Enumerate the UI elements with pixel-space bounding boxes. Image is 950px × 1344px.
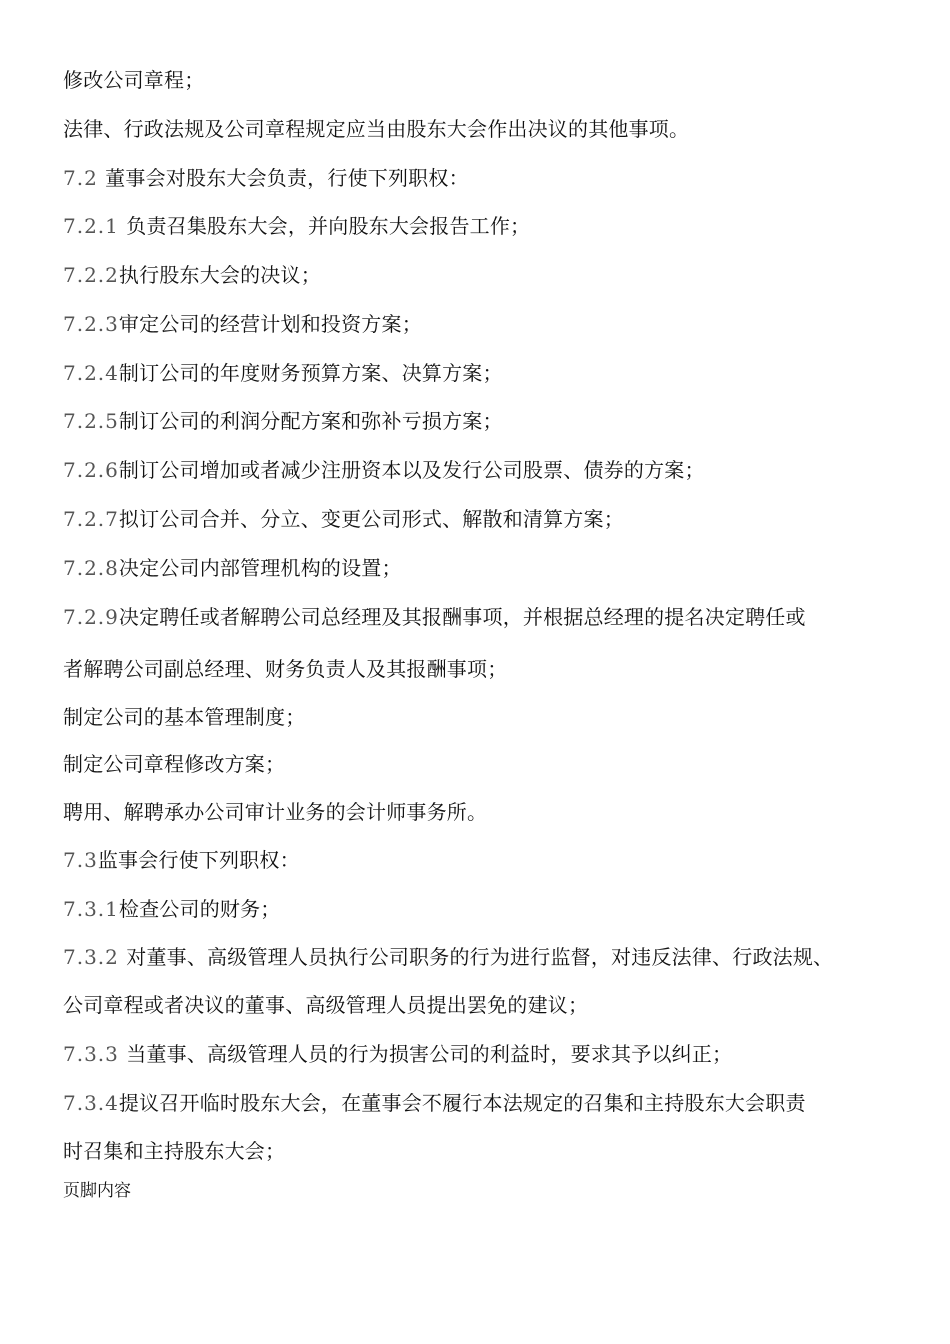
clause-number: 7.2.1 — [63, 214, 127, 238]
clause-text: 检查公司的财务； — [118, 897, 281, 921]
paragraph-line — [63, 263, 321, 287]
clause-text: 法律、行政法规及公司章程规定应当由股东大会作出决议的其他事项。 — [63, 117, 690, 141]
clause-text: 聘用、解聘承办公司审计业务的会计师事务所。 — [63, 800, 488, 824]
paragraph-line — [63, 848, 300, 872]
clause-text: 决定聘任或者解聘公司总经理及其报酬事项，并根据总经理的提名决定聘任或 — [118, 605, 806, 629]
clause-number: 7.2.6 — [63, 458, 119, 482]
paragraph-line — [63, 458, 705, 482]
clause-number: 7.2.8 — [63, 556, 119, 580]
clause-number: 7.3.1 — [63, 897, 119, 921]
clause-text: 当董事、高级管理人员的行为损害公司的利益时，要求其予以纠正； — [126, 1042, 733, 1066]
clause-number: 7.2.2 — [63, 263, 119, 287]
clause-number: 7.2.9 — [63, 605, 119, 629]
clause-number: 7.2 — [63, 166, 106, 190]
clause-number: 7.2.5 — [63, 409, 119, 433]
clause-number: 7.2.3 — [63, 312, 119, 336]
clause-text: 者解聘公司副总经理、财务负责人及其报酬事项； — [63, 657, 508, 681]
clause-text: 决定公司内部管理机构的设置； — [118, 556, 402, 580]
clause-number: 7.3.3 — [63, 1042, 127, 1066]
clause-text: 制定公司的基本管理制度； — [63, 705, 306, 729]
clause-text: 审定公司的经营计划和投资方案； — [118, 312, 422, 336]
clause-number: 7.2.7 — [63, 507, 119, 531]
page-footer: 页脚内容 — [63, 1181, 131, 1201]
paragraph-line — [63, 312, 422, 336]
paragraph-line — [63, 752, 285, 776]
clause-text: 对董事、高级管理人员执行公司职务的行为进行监督，对违反法律、行政法规、 — [126, 945, 834, 969]
paragraph-line — [63, 166, 469, 190]
paragraph-line — [63, 409, 503, 433]
clause-text: 制订公司的利润分配方案和弥补亏损方案； — [118, 409, 503, 433]
clause-text: 制订公司的年度财务预算方案、决算方案； — [118, 361, 503, 385]
paragraph-line — [63, 214, 530, 238]
paragraph-line — [63, 657, 507, 681]
paragraph-line — [63, 993, 588, 1017]
clause-text: 制定公司章程修改方案； — [63, 752, 286, 776]
clause-text: 时召集和主持股东大会； — [63, 1139, 286, 1163]
paragraph-line — [63, 705, 305, 729]
clause-text: 提议召开临时股东大会，在董事会不履行本法规定的召集和主持股东大会职责 — [118, 1091, 806, 1115]
clause-text: 公司章程或者决议的董事、高级管理人员提出罢免的建议； — [63, 993, 589, 1017]
clause-text: 制订公司增加或者减少注册资本以及发行公司股票、债券的方案； — [118, 458, 705, 482]
paragraph-line — [63, 507, 624, 531]
paragraph-line — [63, 605, 806, 629]
paragraph-line — [63, 897, 281, 921]
clause-number: 7.3.4 — [63, 1091, 119, 1115]
paragraph-line — [63, 945, 833, 969]
paragraph-line — [63, 68, 204, 92]
clause-text: 修改公司章程； — [63, 68, 205, 92]
paragraph-line — [63, 1139, 285, 1163]
clause-text: 董事会对股东大会负责，行使下列职权： — [105, 166, 469, 190]
clause-text: 拟订公司合并、分立、变更公司形式、解散和清算方案； — [118, 507, 624, 531]
clause-text: 执行股东大会的决议； — [118, 263, 321, 287]
paragraph-line — [63, 117, 689, 141]
paragraph-line — [63, 361, 503, 385]
paragraph-line — [63, 1091, 806, 1115]
paragraph-line — [63, 800, 487, 824]
clause-text: 负责召集股东大会，并向股东大会报告工作； — [126, 214, 531, 238]
clause-text: 监事会行使下列职权： — [97, 848, 300, 872]
paragraph-line — [63, 1042, 732, 1066]
clause-number: 7.2.4 — [63, 361, 119, 385]
paragraph-line — [63, 556, 402, 580]
clause-number: 7.3 — [63, 848, 98, 872]
clause-number: 7.3.2 — [63, 945, 127, 969]
